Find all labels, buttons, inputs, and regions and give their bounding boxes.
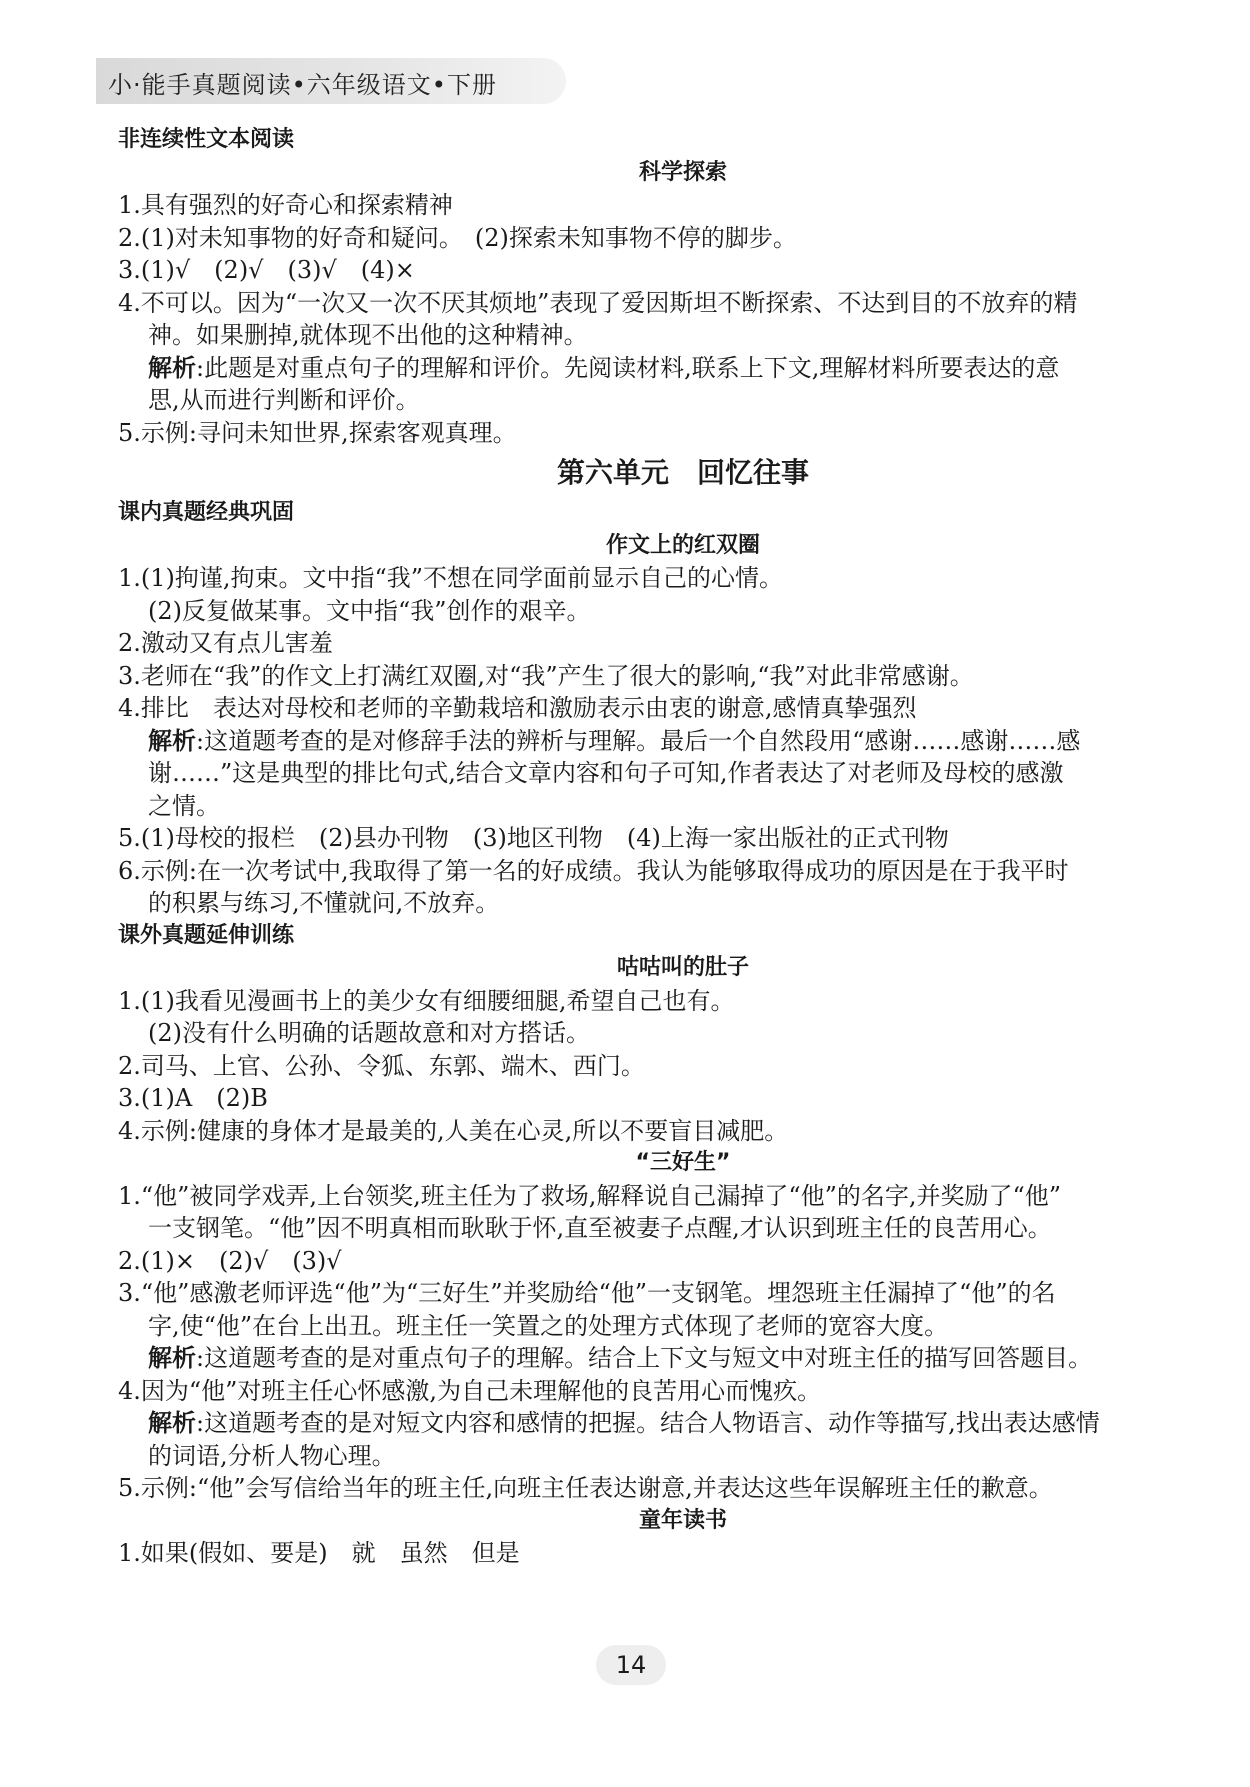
section-heading: 课内真题经典巩固	[118, 500, 295, 525]
section-heading: 课外真题延伸训练	[118, 922, 295, 948]
answer-line: 5.示例:寻问未知世界,探索客观真理。	[118, 418, 517, 447]
analysis-line	[118, 1407, 1138, 1440]
section-heading: 非连续性文本阅读	[118, 127, 295, 152]
answer-line: 3.(1)√ (2)√ (3)√ (4)×	[118, 256, 415, 284]
answer-line: 神。如果删掉,就体现不出他的这种精神。	[148, 321, 588, 349]
header-bar	[96, 58, 566, 104]
answer-line: 的积累与练习,不懂就问,不放弃。	[148, 889, 500, 917]
answer-line: 字,使“他”在台上出丑。班主任一笑置之的处理方式体现了老师的宽容大度。	[148, 1311, 949, 1340]
answer-content	[118, 124, 1138, 1570]
answer-line: 2.司马、上官、公孙、令狐、东郭、端木、西门。	[118, 1051, 645, 1080]
page-number: 14	[596, 1645, 666, 1685]
analysis-label: 解析	[148, 726, 196, 755]
answer-line: 4.因为“他”对班主任心怀感激,为自己未理解他的良苦用心而愧疚。	[118, 1376, 822, 1405]
passage-title: “三好生”	[635, 1150, 731, 1175]
answer-line: 1.具有强烈的好奇心和探索精神	[118, 191, 453, 219]
answer-line: 4.不可以。因为“一次又一次不厌其烦地”表现了爱因斯坦不断探索、不达到目的不放弃的精	[118, 288, 1078, 317]
analysis-line	[118, 352, 1138, 385]
answer-line: 1.(1)拘谨,拘束。文中指“我”不想在同学面前显示自己的心情。	[118, 564, 784, 592]
analysis-line	[118, 1342, 1138, 1375]
answer-line: 1.(1)我看见漫画书上的美少女有细腰细腿,希望自己也有。	[118, 986, 735, 1015]
answer-line: 思,从而进行判断和评价。	[148, 386, 420, 414]
unit-title: 第六单元 回忆往事	[556, 456, 809, 489]
analysis-text: :这道题考查的是对重点句子的理解。结合上下文与短文中对班主任的描写回答题目。	[196, 1344, 1093, 1372]
answer-line: (2)没有什么明确的话题故意和对方搭话。	[148, 1019, 590, 1047]
answer-line: 5.示例:“他”会写信给当年的班主任,向班主任表达谢意,并表达这些年误解班主任的歉意。	[118, 1474, 1053, 1502]
passage-title: 科学探索	[638, 159, 727, 185]
analysis-label: 解析	[148, 1344, 196, 1372]
answer-line: 2.激动又有点儿害羞	[118, 629, 333, 657]
answer-line: 2.(1)× (2)√ (3)√	[118, 1246, 342, 1275]
answer-line: 1.如果(假如、要是) 就 虽然 但是	[118, 1539, 520, 1567]
passage-title: 童年读书	[638, 1507, 727, 1533]
answer-line: 5.(1)母校的报栏 (2)县办刊物 (3)地区刊物 (4)上海一家出版社的正式刊物	[118, 824, 949, 852]
answer-line: (2)反复做某事。文中指“我”创作的艰辛。	[148, 596, 591, 625]
analysis-label: 解析	[148, 1409, 196, 1437]
answer-line: 3.老师在“我”的作文上打满红双圈,对“我”产生了很大的影响,“我”对此非常感谢。	[118, 661, 974, 690]
answer-line: 2.(1)对未知事物的好奇和疑问。 (2)探索未知事物不停的脚步。	[118, 223, 797, 252]
answer-line: 3.(1)A (2)B	[118, 1084, 268, 1112]
passage-title: 作文上的红双圈	[605, 532, 760, 558]
answer-line: 之情。	[148, 791, 220, 820]
answer-line: 谢……”这是典型的排比句式,结合文章内容和句子可知,作者表达了对老师及母校的感激	[148, 759, 1064, 787]
answer-line: 6.示例:在一次考试中,我取得了第一名的好成绩。我认为能够取得成功的原因是在于我平时	[118, 856, 1069, 885]
answer-line: 的词语,分析人物心理。	[148, 1441, 396, 1470]
analysis-text: :这道题考查的是对短文内容和感情的把握。结合人物语言、动作等描写,找出表达感情	[196, 1409, 1100, 1437]
answer-line: 4.示例:健康的身体才是最美的,人美在心灵,所以不要盲目减肥。	[118, 1116, 789, 1145]
passage-title: 咕咕叫的肚子	[616, 955, 749, 980]
analysis-text: :这道题考查的是对修辞手法的辨析与理解。最后一个自然段用“感谢……感谢……感	[196, 726, 1081, 755]
answer-line: 3.“他”感激老师评选“他”为“三好生”并奖励给“他”一支钢笔。埋怨班主任漏掉了“他”的名	[118, 1279, 1056, 1307]
analysis-text: :此题是对重点句子的理解和评价。先阅读材料,联系上下文,理解材料所要表达的意	[196, 353, 1060, 382]
answer-line: 一支钢笔。“他”因不明真相而耿耿于怀,直至被妻子点醒,才认识到班主任的良苦用心。	[148, 1214, 1052, 1242]
answer-line: 4.排比 表达对母校和老师的辛勤栽培和激励表示由衷的谢意,感情真挚强烈	[118, 694, 917, 722]
analysis-line	[118, 725, 1138, 758]
answer-line: 1.“他”被同学戏弄,上台领奖,班主任为了救场,解释说自己漏掉了“他”的名字,并奖励了“他”	[118, 1181, 1062, 1210]
analysis-label: 解析	[148, 353, 196, 382]
book-title: 小·能手真题阅读•六年级语文•下册	[108, 71, 497, 99]
